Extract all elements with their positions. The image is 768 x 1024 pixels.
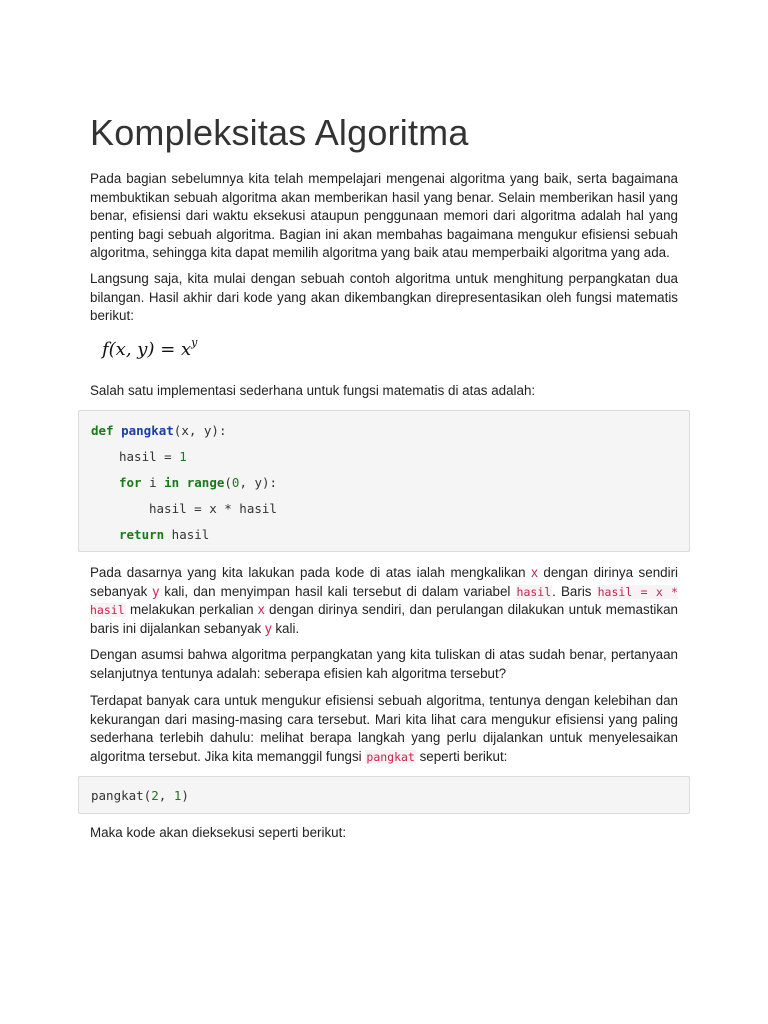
code-number: 1 xyxy=(179,449,187,464)
inline-var-y: y xyxy=(152,583,160,599)
code-number: 0 xyxy=(231,475,240,490)
code-line-1 xyxy=(91,423,226,438)
code-text: pangkat( xyxy=(91,788,152,803)
inline-code-pangkat: pangkat xyxy=(366,749,415,764)
text-run: seperti berikut: xyxy=(415,748,508,764)
code-text: hasil xyxy=(164,527,210,542)
code-line-2 xyxy=(119,449,187,464)
code-line-3 xyxy=(119,475,277,490)
code-text: ( xyxy=(224,475,232,490)
code-number: 1 xyxy=(173,788,182,803)
code-block-call xyxy=(78,776,690,814)
code-line-4 xyxy=(149,501,277,516)
inline-var-x: x xyxy=(257,602,265,618)
code-keyword: return xyxy=(119,527,165,542)
inline-code-hasil: hasil xyxy=(516,584,552,599)
code-number: 2 xyxy=(151,788,159,803)
text-run: . Baris xyxy=(552,583,597,599)
code-line-call xyxy=(91,788,189,803)
inline-code-statement: hasil = x * hasil xyxy=(90,584,678,618)
inline-var-y: y xyxy=(264,620,272,636)
code-keyword: range xyxy=(186,475,225,490)
text-run: Pada dasarnya yang kita lakukan pada kode di atas ialah mengkalikan xyxy=(90,565,532,580)
code-text: ) xyxy=(181,788,189,803)
measurement-paragraph xyxy=(90,692,678,766)
code-text: , y): xyxy=(239,475,278,490)
text-run: dengan dirinya sendiri sebanyak xyxy=(90,565,678,599)
inline-var-x: x xyxy=(531,565,538,580)
text-run: dengan dirinya sendiri, dan perulangan dilakukan untuk memastikan baris ini dijalankan sebanyak xyxy=(90,602,678,636)
formula xyxy=(102,338,197,360)
formula-exponent: y xyxy=(191,336,198,349)
page-title: Kompleksitas Algoritma xyxy=(90,112,469,153)
text-run: Terdapat banyak cara untuk mengukur efisiensi sebuah algoritma, tentunya dengan kelebihan dan kekurangan dari masing-masing cara tersebut. Mari kita lihat cara mengukur efisiensi yang paling sederhana terlebih dahulu: melihat berapa langkah yang perlu dijalankan untuk menyelesaikan algoritma tersebut. Jika kita memanggil fungsi xyxy=(90,693,678,764)
example-intro-paragraph: Langsung saja, kita mulai dengan sebuah contoh algoritma untuk menghitung perpangkatan dua bilangan. Hasil akhir dari kode yang akan dikembangkan direpresentasikan oleh fungsi matematis berikut: xyxy=(90,271,678,324)
formula-base: f(x, y) = x xyxy=(102,339,192,360)
intro-paragraph: Pada bagian sebelumnya kita telah mempelajari mengenai algoritma yang baik, serta bagaimana membuktikan sebuah algoritma akan memberikan hasil yang benar. Selain memberikan hasil yang benar, efisiensi dari waktu eksekusi ataupun penggunaan memori dari algoritma adalah hal yang penting bagi sebuah algoritma. Bagian ini akan membahas bagaimana mengukur efisiensi sebuah algoritma, sehingga kita dapat memilih algoritma yang baik atau memperbaiki algoritma yang ada. xyxy=(90,171,678,261)
code-keyword: def xyxy=(91,423,114,438)
implementation-intro-paragraph: Salah satu implementasi sederhana untuk fungsi matematis di atas adalah: xyxy=(90,383,536,398)
text-run: kali, dan menyimpan hasil kali tersebut di dalam variabel xyxy=(159,583,516,599)
code-block-pangkat xyxy=(78,410,690,552)
code-text: (x, y): xyxy=(173,423,227,438)
explanation-paragraph xyxy=(90,564,678,638)
code-text: hasil = xyxy=(119,449,180,464)
code-text: , xyxy=(158,788,174,803)
text-run: melakukan perkalian xyxy=(125,602,258,618)
question-paragraph: Dengan asumsi bahwa algoritma perpangkatan yang kita tuliskan di atas sudah benar, pertanyaan selanjutnya tentunya adalah: seberapa efisien kah algoritma tersebut? xyxy=(90,647,678,681)
code-text xyxy=(179,475,187,490)
text-run: kali. xyxy=(271,620,300,636)
code-keyword: for xyxy=(119,475,142,490)
code-keyword: in xyxy=(164,475,180,490)
code-line-5 xyxy=(119,527,209,542)
execution-intro-paragraph: Maka kode akan dieksekusi seperti berikut: xyxy=(90,825,347,840)
code-text: i xyxy=(141,475,165,490)
code-text: hasil = x * hasil xyxy=(149,501,277,516)
code-function-name: pangkat xyxy=(121,423,174,438)
